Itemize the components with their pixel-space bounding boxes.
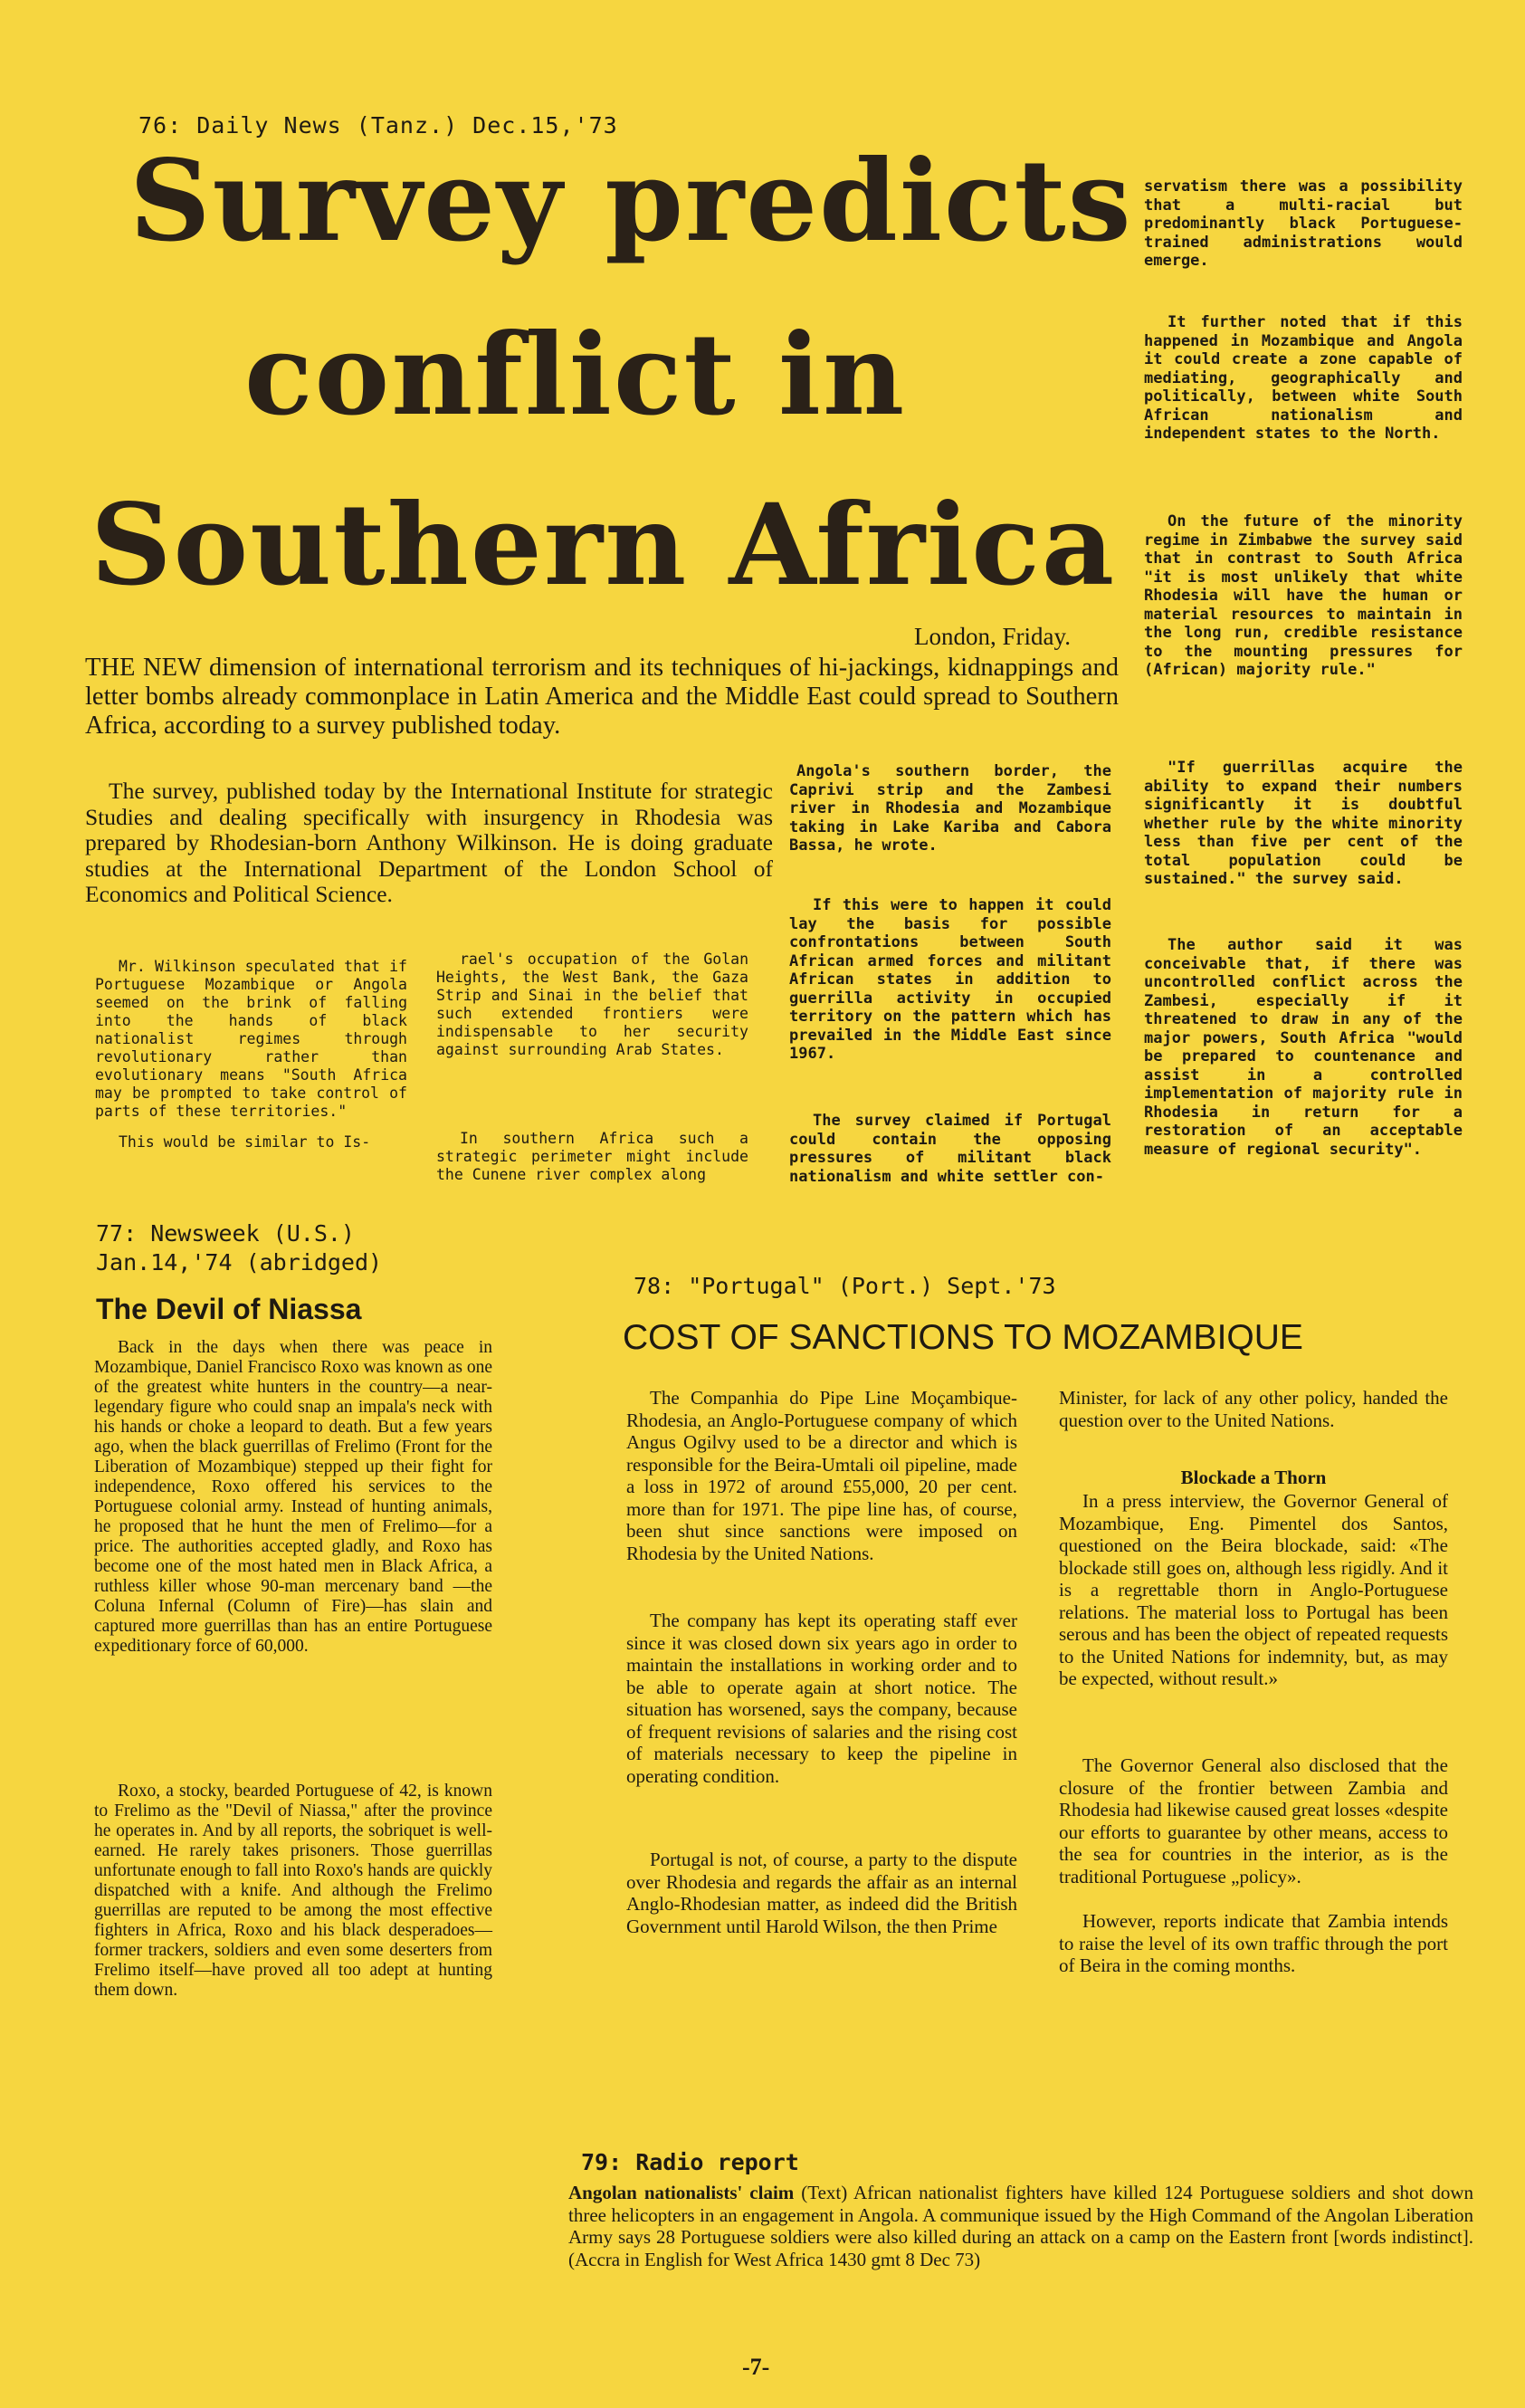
item79-lead: Angolan nationalists' claim	[568, 2182, 795, 2203]
lead-paragraph: THE NEW dimension of international terrorism and its techniques of hi-jackings, kidnappings and letter bombs already commonplace in Latin America and the Middle East could spread to Southern Africa, according to a survey published today.	[85, 654, 1119, 740]
article76-column-2: rael's occupation of the Golan Heights, the West Bank, the Gaza Strip and Sinai in the belief that such extended frontiers were indispensable to her security against surrounding Arab States.	[436, 951, 748, 1058]
headline-line-2: conflict in	[244, 310, 907, 441]
item78-column-2-paragraph-1: Minister, for lack of any other policy, handed the question over to the United Nations.	[1059, 1387, 1448, 1431]
article76-right-3: On the future of the minority regime in Zimbabwe the survey said that in contrast to South Africa "it is most unlikely that white Rhodesia will have the human or material resources to maintain in the long run, credible resistance to the mounting pressures for (African) majority rule."	[1144, 512, 1463, 679]
item77-title: The Devil of Niassa	[96, 1293, 362, 1325]
item78-source: 78: "Portugal" (Port.) Sept.'73	[634, 1273, 1056, 1299]
item76-source: 76: Daily News (Tanz.) Dec.15,'73	[138, 112, 618, 139]
item77-source-line-2: Jan.14,'74 (abridged)	[96, 1249, 383, 1276]
article76-right-5: The author said it was conceivable that, if there was uncontrolled conflict across the Zambesi, especially if it threatened to draw in any of the major powers, South Africa "would be prepared to countenance and assist in a controlled implementation of majority rule in Rhodesia in return for a restoration of an acceptable measure of regional security".	[1144, 936, 1463, 1159]
dateline: London, Friday.	[914, 623, 1071, 650]
article76-right-4: "If guerrillas acquire the ability to expand their numbers significantly it is doubtful whether rule by the white minority less than five per cent of the total population could be sustained." the survey said.	[1144, 759, 1463, 888]
article76-column-3a: Angola's southern border, the Caprivi strip and the Zambesi river in Rhodesia and Mozambique taking in Lake Kariba and Cabora Bassa, he wrote.	[789, 762, 1111, 855]
article76-column-1: Mr. Wilkinson speculated that if Portuguese Mozambique or Angola seemed on the brink of falling into the hands of black nationalist regimes through revolutionary rather than evolutionary means "South Africa may be prompted to take control of parts of these territories."	[95, 958, 407, 1120]
item79-text: (Text) African nationalist fighters have killed 124 Portuguese soldiers and shot down three helicopters in an engagement in Angola. A communique issued by the High Command of the Angolan Liberation Army says 28 Portuguese soldiers were also killed during an attack on a camp on the Eastern front [words indistinct]. (Accra in English for West Africa 1430 gmt 8 Dec 73)	[568, 2182, 1474, 2270]
article76-right-1: servatism there was a possibility that a multi-racial but predominantly black Portuguese-trained administrations would emerge.	[1144, 177, 1463, 270]
item78-title: COST OF SANCTIONS TO MOZAMBIQUE	[623, 1318, 1303, 1357]
item78-column-1-paragraph-1: The Companhia do Pipe Line Moçambique-Rhodesia, an Anglo-Portuguese company of which Angus Ogilvy used to be a director and which is responsible for the Beira-Umtali oil pipeline, made a loss in 1972 of around £55,000, 20 per cent. more than for 1971. The pipe line has, of course, been shut since sanctions were imposed on Rhodesia by the United Nations.	[626, 1387, 1017, 1564]
article76-column-3b: If this were to happen it could lay the basis for possible confrontations between South African armed forces and militant African states in addition to guerrilla activity in occupied territory on the pattern which has prevailed in the Middle East since 1967.	[789, 896, 1111, 1063]
item78-column-2-paragraph-3: The Governor General also disclosed that the closure of the frontier between Zambia and Rhodesia had likewise caused great losses «despite our efforts to guarantee by other means, access to the sea for countries in the interior, as is the traditional Portuguese „policy».	[1059, 1754, 1448, 1887]
headline-line-3: Southern Africa	[91, 480, 1117, 611]
article76-column-1-continued: This would be similar to Is-	[119, 1133, 371, 1151]
item78-column-1-paragraph-2: The company has kept its operating staff ever since it was closed down six years ago in order to maintain the installations in working order and to be able to operate again at short notice. The situation has worsened, says the company, because of frequent revisions of salaries and the rising cost of materials necessary to keep the pipeline in operating condition.	[626, 1610, 1017, 1787]
item78-column-2-paragraph-4: However, reports indicate that Zambia intends to raise the level of its own traffic through the port of Beira in the coming months.	[1059, 1910, 1448, 1976]
item79-source: 79: Radio report	[581, 2149, 799, 2175]
article76-column-3c: The survey claimed if Portugal could contain the opposing pressures of militant black nationalism and white settler con-	[789, 1112, 1111, 1186]
item77-paragraph-2: Roxo, a stocky, bearded Portuguese of 42, is known to Frelimo as the "Devil of Niassa," after the province he operates in. And by all reports, the sobriquet is well-earned. He rarely takes prisoners. Those guerrillas unfortunate enough to fall into Roxo's hands are quickly dispatched with a knife. And although the Frelimo guerrillas are reputed to be among the most effective fighters in Africa, Roxo and his black desperadoes—former trackers, soldiers and even some deserters from Frelimo itself—have proved all too adept at hunting them down.	[94, 1782, 492, 2000]
article76-right-2: It further noted that if this happened in Mozambique and Angola it could create a zone capable of mediating, geographically and politically, between white South African nationalism and independent states to the North.	[1144, 313, 1463, 443]
item79-report	[568, 2182, 1473, 2270]
headline-line-1: Survey predicts	[129, 136, 1133, 267]
page-number: -7-	[742, 2354, 770, 2380]
item77-source-line-1: 77: Newsweek (U.S.)	[96, 1220, 355, 1247]
second-paragraph: The survey, published today by the International Institute for strategic Studies and dealing specifically with insurgency in Rhodesia was prepared by Rhodesian-born Anthony Wilkinson. He is doing graduate studies at the International Department of the London School of Economics and Political Science.	[85, 778, 773, 907]
item78-column-2-paragraph-2: In a press interview, the Governor General of Mozambique, Eng. Pimentel dos Santos, questioned on the Beira blockade, said: «The blockade still goes on, although less rigidly. And it is a regrettable thorn in Anglo-Portuguese relations. The material loss to Portugal has been serous and has been the object of repeated requests to the United Nations for indemnity, but, as may be expected, without result.»	[1059, 1490, 1448, 1689]
item77-paragraph-1: Back in the days when there was peace in Mozambique, Daniel Francisco Roxo was known as one of the greatest white hunters in the country—a near-legendary figure who could snap an impala's neck with his hands or choke a leopard to death. But a few years ago, when the black guerrillas of Frelimo (Front for the Liberation of Mozambique) stepped up their fight for independence, Roxo offered his services to the Portuguese colonial army. Instead of hunting animals, he proposed that he hunt the men of Frelimo—for a price. The authorities accepted gladly, and Roxo has become one of the most hated men in Black Africa, a ruthless killer whose 90-man mercenary band —the Coluna Infernal (Column of Fire)—has slain and captured more guerrillas than has an entire Portuguese expeditionary force of 60,000.	[94, 1338, 492, 1656]
item78-column-1-paragraph-3: Portugal is not, of course, a party to the dispute over Rhodesia and regards the affair as an internal Anglo-Rhodesian matter, as indeed did the British Government until Harold Wilson, the then Prime	[626, 1849, 1017, 1937]
article76-column-2-continued: In southern Africa such a strategic perimeter might include the Cunene river complex along	[436, 1130, 748, 1183]
item78-subhead: Blockade a Thorn	[1180, 1467, 1327, 1488]
